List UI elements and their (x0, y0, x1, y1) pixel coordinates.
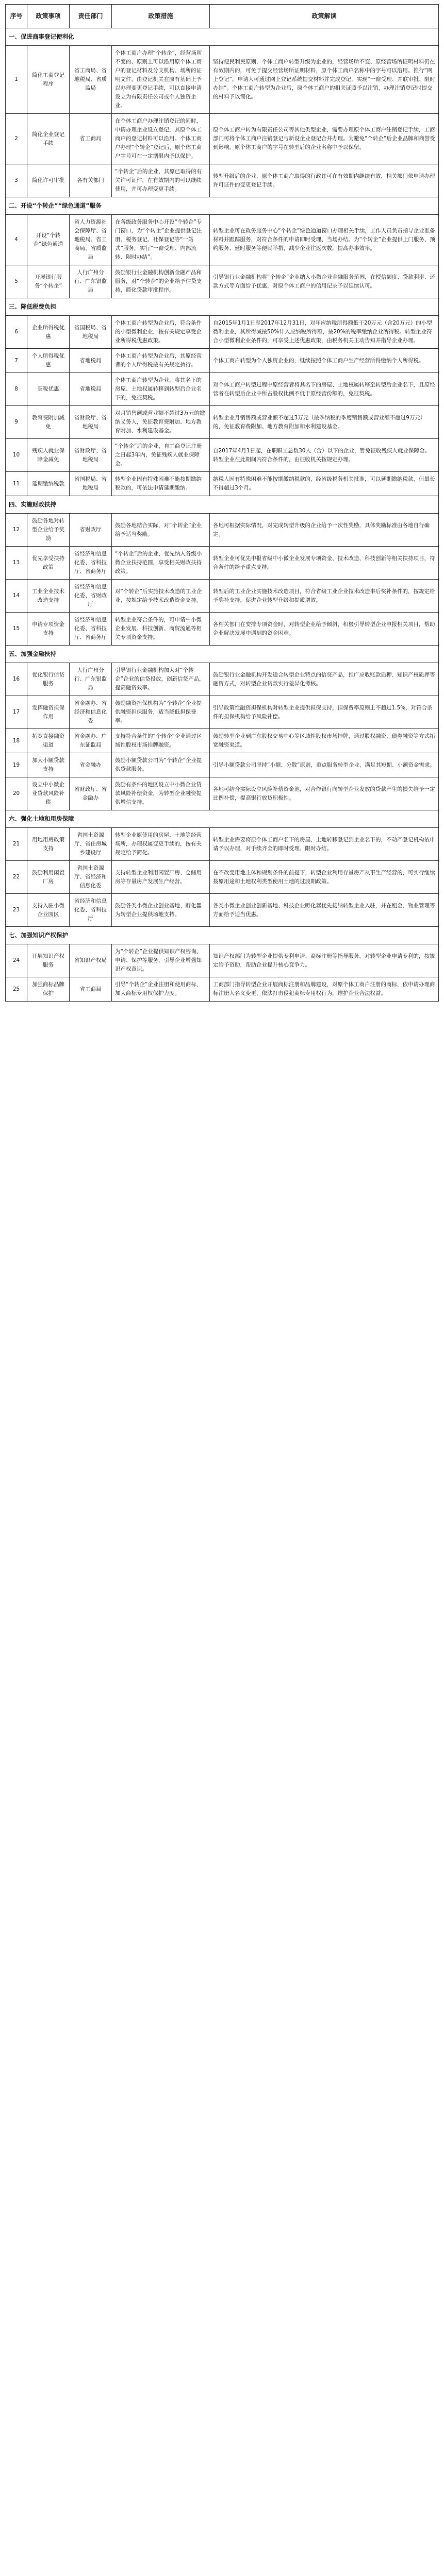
cell-measure: “个转企”后的企业，其原已取得的有关许可证件，在有效期内的可以继续使用，并可办理变更手续。 (112, 164, 210, 197)
cell-item: 优先享受扶持政策 (27, 547, 70, 580)
section-title: 七、加强知识产权保护 (6, 927, 439, 944)
header-item: 政策事项 (27, 5, 70, 28)
table-row (6, 114, 439, 164)
section-row (6, 810, 439, 828)
cell-dept: 省国土资源厅、省经济和信息化委 (70, 861, 112, 894)
cell-note: 引导小额贷款公司坚持“小额、分散”原则，重点服务转型企业，满足其短期、小额资金需求。 (210, 753, 439, 777)
cell-no: 2 (6, 114, 27, 164)
cell-dept: 省工商局 (70, 114, 112, 164)
cell-dept: 省经济和信息化委、省科技厅、省商务厅 (70, 613, 112, 646)
cell-no: 5 (6, 265, 27, 298)
cell-dept: 省金融办、省经济和信息化委 (70, 696, 112, 729)
cell-no: 25 (6, 977, 27, 1002)
cell-note: 在不改变用地主体和规划条件的前提下，转型企业利用存量房产从事生产经营的，可实行继续按原用途和土地权利类型使用土地的过渡期政策。 (210, 861, 439, 894)
cell-no: 9 (6, 406, 27, 439)
table-row (6, 753, 439, 777)
cell-dept: 省财政厅、省地税局 (70, 406, 112, 439)
cell-measure: 鼓励有条件的地区设立中小微企业贷款风险补偿资金，为转型企业融资提供增信支持。 (112, 777, 210, 810)
cell-note: 原个体工商户转为有限责任公司等其他类型企业，需要办理原个体工商户注销登记手续，工商部门可将个体工商户注销登记与新设企业登记合并办理。为避免“个转企”后企业品牌和商誉受到影响，原个体工商户的字号在转型后的企业名称中予以保留。 (210, 114, 439, 164)
cell-no: 15 (6, 613, 27, 646)
cell-note: 对个体工商户转型过程中原经营者将其名下的房屋、土地权属转移至转型后企业名下，且原经营者在转型后企业中所占股权比例不低于原经营份额的，免征契税。 (210, 373, 439, 406)
table-row (6, 265, 439, 298)
cell-measure: 个体工商户转型为企业后，其原经营者的个人所得税按有关规定执行。 (112, 349, 210, 373)
cell-item: 契税优惠 (27, 373, 70, 406)
cell-measure: 在各级政务服务中心开设“个转企”专门窗口，为“个转企”企业提供登记注册、税务登记、社保登记等“一站式”服务，实行“一窗受理、内部流转、限时办结”。 (112, 215, 210, 265)
cell-dept: 省工商局 (70, 977, 112, 1002)
cell-no: 4 (6, 215, 27, 265)
section-row (6, 646, 439, 663)
table-row (6, 349, 439, 373)
cell-dept: 省经济和信息化委、省科技厅 (70, 894, 112, 927)
cell-measure: 在个体工商户办理注销登记的同时，申请办理企业设立登记，其原个体工商户的登记材料可以沿用。个体工商户办理“个转企”登记后，原个体工商户字号可在一定期限内予以保护。 (112, 114, 210, 164)
section-row (6, 28, 439, 46)
cell-no: 13 (6, 547, 27, 580)
section-row (6, 927, 439, 944)
cell-measure: 对月销售额或营业额不超过3万元的缴纳义务人，免征教育费附加、地方教育附加、水利建设基金。 (112, 406, 210, 439)
cell-measure: 个体工商户转型为企业后，符合条件的小型微利企业，按有关规定享受企业所得税优惠政策。 (112, 316, 210, 349)
cell-no: 20 (6, 777, 27, 810)
cell-no: 17 (6, 696, 27, 729)
cell-measure: 个体工商户转型为企业，将其名下的房屋、土地权属转移到转型后企业名下的，免征契税。 (112, 373, 210, 406)
cell-item: 鼓励各地对转型企业给予奖励 (27, 514, 70, 547)
cell-note: 转型企业可在政务服务中心“个转企”绿色通道窗口办理相关手续，工作人员负责指导企业准备材料并跟踪服务，对符合条件的申请即时受理、当场办结。为“个转企”企业提供上门服务、预约服务、延时服务等便民举措，减少企业往返次数，提高办事效率。 (210, 215, 439, 265)
cell-note: 自2017年4月1日起，在职职工总数30人（含）以下的企业，暂免征收残疾人就业保障金。转型企业在此期间内符合条件的，由征收机关按规定办理。 (210, 439, 439, 472)
table-row (6, 696, 439, 729)
table-header (6, 5, 439, 28)
cell-item: 开展知识产权服务 (27, 944, 70, 977)
cell-dept: 人行广州分行、广东银监局 (70, 663, 112, 696)
cell-dept: 人行广州分行、广东银监局 (70, 265, 112, 298)
header-no: 序号 (6, 5, 27, 28)
table-row (6, 977, 439, 1002)
cell-measure: 引导“个转企”企业注册和使用商标，加大商标专用权保护力度。 (112, 977, 210, 1002)
table-row (6, 316, 439, 349)
cell-no: 12 (6, 514, 27, 547)
cell-no: 18 (6, 729, 27, 753)
table-row (6, 777, 439, 810)
cell-dept: 省国税局、省地税局 (70, 472, 112, 496)
cell-measure: 鼓励各地结合实际，对“个转企”企业给予适当奖励。 (112, 514, 210, 547)
cell-note: 纳税人因有特殊困难不能按期缴纳税款的，经省级税务机关批准，可以延期缴纳税款，但最长不得超过3个月。 (210, 472, 439, 496)
table-row (6, 729, 439, 753)
cell-measure: 鼓励银行业金融机构创新金融产品和服务，对“个转企”的企业给予信贷支持，简化贷款审批程序。 (112, 265, 210, 298)
cell-note: 引导政策性融资担保机构对转型企业提供担保支持，担保费率原则上不超过1.5%，对符合条件的担保机构给予风险补偿。 (210, 696, 439, 729)
cell-item: 发挥融资担保作用 (27, 696, 70, 729)
cell-note: 鼓励银行业金融机构开发适合转型企业特点的信贷产品，推广应收账款质押、知识产权质押等融资方式，对转型企业贷款实行差异化考核。 (210, 663, 439, 696)
cell-no: 7 (6, 349, 27, 373)
cell-dept: 省经济和信息化委、省财政厅 (70, 580, 112, 613)
table-row (6, 439, 439, 472)
cell-note: 知识产权部门为转型企业提供专利申请、商标注册等指导服务，对转型企业申请专利的，按规定给予资助，帮助企业提升核心竞争力。 (210, 944, 439, 977)
cell-item: 加强商标品牌保护 (27, 977, 70, 1002)
cell-item: 个人所得税优惠 (27, 349, 70, 373)
cell-item: 企业所得税优惠 (27, 316, 70, 349)
table-row (6, 215, 439, 265)
cell-item: 鼓励利用闲置厂房 (27, 861, 70, 894)
cell-dept: 省经济和信息化委、省科技厅、省商务厅 (70, 547, 112, 580)
table-row (6, 46, 439, 114)
cell-no: 3 (6, 164, 27, 197)
table-row (6, 580, 439, 613)
cell-dept: 省金融办 (70, 753, 112, 777)
cell-measure: 转型企业符合条件的，可申请中小微企业发展、科技创新、商贸流通等相关专项资金支持。 (112, 613, 210, 646)
cell-dept: 省财政厅、省地税局 (70, 439, 112, 472)
cell-note: 各地可结合实际设立风险补偿资金池，对合作银行向转型企业发放的贷款产生的损失给予一定比例补偿，提高银行放贷积极性。 (210, 777, 439, 810)
cell-note: 坚持便民利民原则，个体工商户转型升级为企业的，经营场所不变、原经营场所证明材料仍在有效期内的，可免于提交经营场所证明材料，原个体工商户名称中的字号可以沿用。推行“网上登记”，申请人可通过网上登记系统提交材料并完成登记，实现“一窗受理、并联审批、限时办结”。个体工商户转型为企业后，原个体工商户的相关证照予以注销，办理注销登记时提交的材料予以简化。 (210, 46, 439, 114)
cell-item: 简化许可审批 (27, 164, 70, 197)
cell-measure: 对“个转企”后实施技术改造的工业企业，按规定给予技术改造资金支持。 (112, 580, 210, 613)
cell-no: 23 (6, 894, 27, 927)
table-row (6, 613, 439, 646)
cell-dept: 省工商局、省地税局、省质监局 (70, 46, 112, 114)
cell-measure: 鼓励融资担保机构为“个转企”企业提供融资担保服务，适当降低担保费率。 (112, 696, 210, 729)
cell-measure: “个转企”后的企业，优先纳入各级小微企业扶持范围，享受相关财政扶持政策。 (112, 547, 210, 580)
section-title: 六、强化土地和用房保障 (6, 810, 439, 828)
cell-dept: 省地税局 (70, 349, 112, 373)
table-row (6, 547, 439, 580)
section-row (6, 298, 439, 316)
cell-dept: 省国税局、省地税局 (70, 316, 112, 349)
cell-no: 14 (6, 580, 27, 613)
cell-note: 各类小微企业创业创新基地、科技企业孵化器优先接纳转型企业入驻，并在租金、物业管理等方面给予适当优惠。 (210, 894, 439, 927)
table-row (6, 514, 439, 547)
cell-dept: 省财政厅 (70, 514, 112, 547)
cell-item: 开设“个转企”绿色通道 (27, 215, 70, 265)
cell-item: 申请专项资金支持 (27, 613, 70, 646)
table-row (6, 894, 439, 927)
header-measure: 政策措施 (112, 5, 210, 28)
section-title: 五、加强金融扶持 (6, 646, 439, 663)
cell-item: 用地用房政策支持 (27, 828, 70, 861)
cell-measure: 鼓励各类小微企业创业基地、孵化器为转型企业提供场地支持。 (112, 894, 210, 927)
cell-dept: 省财政厅、省金融办 (70, 777, 112, 810)
section-title: 三、降低税费负担 (6, 298, 439, 316)
cell-measure: 个体工商户办理“个转企”，经营场所不变的、原则上可以沿用原个体工商户的登记材料及分支机构、场所的证明文件，由登记机关在原有基础上予以办理变更登记手续，可以直接申请设立为有限责任公司或个人独资企业。 (112, 46, 210, 114)
cell-item: 延期缴纳税款 (27, 472, 70, 496)
section-row (6, 496, 439, 514)
table-row (6, 828, 439, 861)
cell-note: 转型后的工业企业实施技术改造项目，符合省级工业企业技术改造事后奖补条件的，按规定给予奖补支持，促进企业转型升级和提质增效。 (210, 580, 439, 613)
cell-no: 21 (6, 828, 27, 861)
cell-dept: 省知识产权局 (70, 944, 112, 977)
cell-measure: 支持符合条件的“个转企”企业通过区域性股权市场挂牌融资。 (112, 729, 210, 753)
cell-note: 转型企业需要将原个体工商户名下的房屋、土地转移登记到企业名下的，不动产登记机构依申请予以办理，对手续齐全的即时受理、限时办结。 (210, 828, 439, 861)
cell-dept: 省金融办、广东证监局 (70, 729, 112, 753)
cell-measure: “个转企”后的企业，自工商登记注册之日起3年内，免征残疾人就业保障金。 (112, 439, 210, 472)
cell-item: 拓宽直接融资渠道 (27, 729, 70, 753)
table-body (6, 28, 439, 1002)
header-note: 政策解读 (210, 5, 439, 28)
header-dept: 责任部门 (70, 5, 112, 28)
cell-item: 优化银行信贷服务 (27, 663, 70, 696)
cell-dept: 各有关部门 (70, 164, 112, 197)
cell-note: 转型企业月销售额或营业额不超过3万元（按季纳税的季度销售额或营业额不超过9万元）的，免征教育费附加、地方教育附加和水利建设基金。 (210, 406, 439, 439)
cell-item: 设立中小微企业贷款风险补偿 (27, 777, 70, 810)
cell-no: 24 (6, 944, 27, 977)
cell-measure: 为“个转企”企业提供知识产权咨询、申请、保护等服务，引导企业增强知识产权意识。 (112, 944, 210, 977)
cell-item: 简化工商登记程序 (27, 46, 70, 114)
cell-no: 10 (6, 439, 27, 472)
table-row (6, 164, 439, 197)
cell-item: 加大小额贷款支持 (27, 753, 70, 777)
section-title: 一、促进商事登记便利化 (6, 28, 439, 46)
policy-table (5, 4, 439, 1002)
cell-note: 工商部门指导转型企业开展商标注册和品牌建设，对原个体工商户注册的商标，依申请办理商标注册人名义变更，依法打击侵犯商标专用权行为，维护企业合法权益。 (210, 977, 439, 1002)
cell-note: 转型升级后的企业，原个体工商户取得的行政许可在有效期内继续有效，相关部门依申请办理许可证件的变更登记手续。 (210, 164, 439, 197)
cell-no: 16 (6, 663, 27, 696)
cell-note: 鼓励转型企业到广东股权交易中心等区域性股权市场挂牌，通过股权融资、债券融资等方式拓宽融资渠道。 (210, 729, 439, 753)
cell-measure: 转型企业因有特殊困难不能按期缴纳税款的，可依法申请延期缴纳。 (112, 472, 210, 496)
cell-note: 各相关部门在安排专项资金时，对转型企业给予倾斜，积极引导转型企业申报相关项目，帮助企业解决发展中遇到的资金困难。 (210, 613, 439, 646)
cell-no: 19 (6, 753, 27, 777)
table-row (6, 472, 439, 496)
cell-item: 开展银行服务“个转企” (27, 265, 70, 298)
cell-measure: 转型企业原使用的房屋、土地等经营场所，办理权属变更手续的，按有关规定给予简化。 (112, 828, 210, 861)
cell-no: 1 (6, 46, 27, 114)
cell-item: 残疾人就业保障金减免 (27, 439, 70, 472)
cell-note: 转型企业可优先申报省级中小微企业发展专项资金、技术改造、科技创新等相关扶持项目，符合条件的给予重点支持。 (210, 547, 439, 580)
cell-item: 教育费附加减免 (27, 406, 70, 439)
section-title: 四、实施财政扶持 (6, 496, 439, 514)
section-title: 二、开设“个转企”“绿色通道”服务 (6, 197, 439, 215)
cell-dept: 省人力资源社会保障厅、省地税局、省工商局、省质监局 (70, 215, 112, 265)
cell-note: 引导银行业金融机构将“个转企”企业纳入小微企业金融服务范围，在授信额度、贷款利率、还款方式等方面给予优惠，对原个体工商户的信用记录予以延续认可。 (210, 265, 439, 298)
cell-no: 22 (6, 861, 27, 894)
cell-note: 个体工商户转型为个人独资企业的，继续按照个体工商户生产经营所得缴纳个人所得税。 (210, 349, 439, 373)
cell-no: 11 (6, 472, 27, 496)
table-row (6, 406, 439, 439)
cell-dept: 省地税局 (70, 373, 112, 406)
policy-document (0, 0, 444, 1012)
cell-measure: 支持转型企业利用闲置厂房、仓储用房等存量房产发展生产经营。 (112, 861, 210, 894)
cell-no: 8 (6, 373, 27, 406)
cell-no: 6 (6, 316, 27, 349)
cell-note: 各地可根据实际情况，对完成转型升级的企业给予一次性奖励，具体奖励标准由各地自行确定。 (210, 514, 439, 547)
cell-item: 工业企业技术改造支持 (27, 580, 70, 613)
cell-item: 简化企业登记手续 (27, 114, 70, 164)
table-row (6, 861, 439, 894)
cell-item: 支持入驻小微企业园区 (27, 894, 70, 927)
cell-dept: 省国土资源厅、省住房城乡建设厅 (70, 828, 112, 861)
cell-note: 自2015年1月1日至2017年12月31日，对年应纳税所得额低于20万元（含20万元）的小型微利企业，其所得减按50%计入应纳税所得额，按20%的税率缴纳企业所得税。转型企业符合小型微利企业条件的，可享受上述优惠政策，由税务机关主动告知并指导企业办理。 (210, 316, 439, 349)
table-row (6, 663, 439, 696)
table-row (6, 944, 439, 977)
table-row (6, 373, 439, 406)
cell-measure: 鼓励小额贷款公司为“个转企”企业提供贷款服务。 (112, 753, 210, 777)
section-row (6, 197, 439, 215)
cell-measure: 引导银行业金融机构加大对“个转企”企业的信贷投放，创新信贷产品，提高融资效率。 (112, 663, 210, 696)
